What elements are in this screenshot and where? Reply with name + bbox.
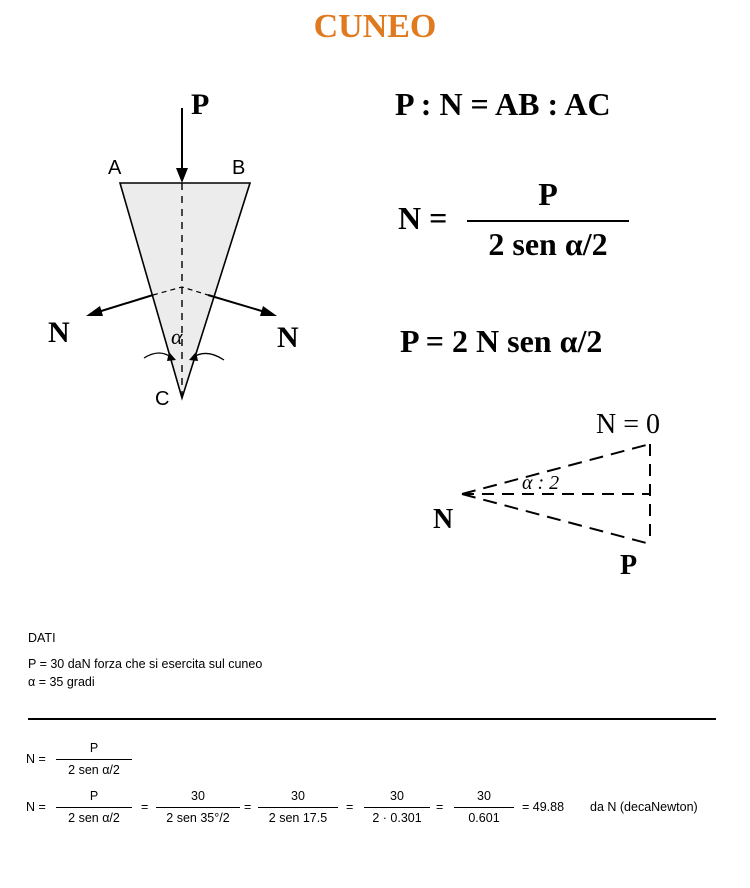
separator-line: [28, 718, 716, 720]
label-p-force: P: [191, 88, 210, 121]
calc2-equals-2: =: [244, 800, 252, 814]
calc-result: = 49.88: [522, 800, 565, 814]
calc2-term1-bar: [56, 807, 132, 808]
normal-left-arrowhead: [86, 306, 103, 316]
calc1-denominator: 2 sen α/2: [68, 763, 120, 777]
label-n-right: N: [277, 321, 299, 354]
label-p-triangle: P: [620, 550, 638, 581]
calc2-term4-bar: [364, 807, 430, 808]
calc2-term2-numerator: 30: [191, 789, 205, 803]
calc1-lhs: N =: [26, 752, 46, 766]
calc2-term3-denominator: 2 sen 17.5: [268, 811, 328, 825]
label-alpha: α: [171, 324, 183, 349]
calc2-term5-numerator: 30: [477, 789, 491, 803]
calc1-numerator: P: [89, 741, 99, 755]
label-half-angle: α : 2: [522, 472, 560, 494]
calc2-term5-denominator: 0.601: [468, 811, 500, 825]
calc2-term1-numerator: P: [89, 789, 99, 803]
calc2-term3-bar: [258, 807, 338, 808]
calc2-term1-denominator: 2 sen α/2: [68, 811, 120, 825]
calc1-fraction-bar: [56, 759, 132, 760]
label-c: C: [155, 388, 170, 410]
normal-right-arrow: [208, 295, 265, 312]
calc2-term4-numerator: 30: [390, 789, 404, 803]
n-formula-fraction-bar: [467, 220, 629, 222]
force-p-arrowhead: [176, 168, 188, 183]
dati-heading: DATI: [28, 631, 56, 645]
page-title: CUNEO: [313, 8, 437, 45]
p-formula: P = 2 N sen α/2: [400, 323, 603, 359]
dati-line-angle: α = 35 gradi: [28, 675, 95, 689]
n-formula-numerator: P: [538, 176, 558, 212]
label-b: B: [232, 157, 246, 179]
force-triangle-diagram: [440, 430, 680, 560]
calc-unit: da N (decaNewton): [590, 800, 698, 814]
ratio-formula: P : N = AB : AC: [395, 86, 611, 122]
calc2-term4-denominator: 2 · 0.301: [372, 811, 422, 825]
calc2-term2-bar: [156, 807, 240, 808]
wedge-shape: [120, 183, 250, 398]
calc2-term5-bar: [454, 807, 514, 808]
n-formula-lhs: N =: [398, 200, 448, 236]
calc2-lhs: N =: [26, 800, 46, 814]
dati-line-force: P = 30 daN forza che si esercita sul cuneo: [28, 657, 263, 671]
label-n-triangle: N: [433, 504, 454, 535]
angle-arc-left: [144, 353, 172, 358]
normal-right-arrowhead: [260, 306, 277, 316]
label-n-zero: N = 0: [596, 409, 661, 440]
label-n-left: N: [48, 316, 70, 349]
calc2-term2-denominator: 2 sen 35°/2: [166, 811, 230, 825]
wedge-diagram: [30, 90, 350, 420]
triangle-lower-side: [462, 494, 650, 544]
calc2-equals-3: =: [346, 800, 354, 814]
calc2-term3-numerator: 30: [291, 789, 305, 803]
calc2-equals-1: =: [141, 800, 149, 814]
label-a: A: [108, 157, 122, 179]
calc2-equals-4: =: [436, 800, 444, 814]
normal-left-arrow: [98, 295, 153, 312]
n-formula-denominator: 2 sen α/2: [488, 226, 608, 262]
